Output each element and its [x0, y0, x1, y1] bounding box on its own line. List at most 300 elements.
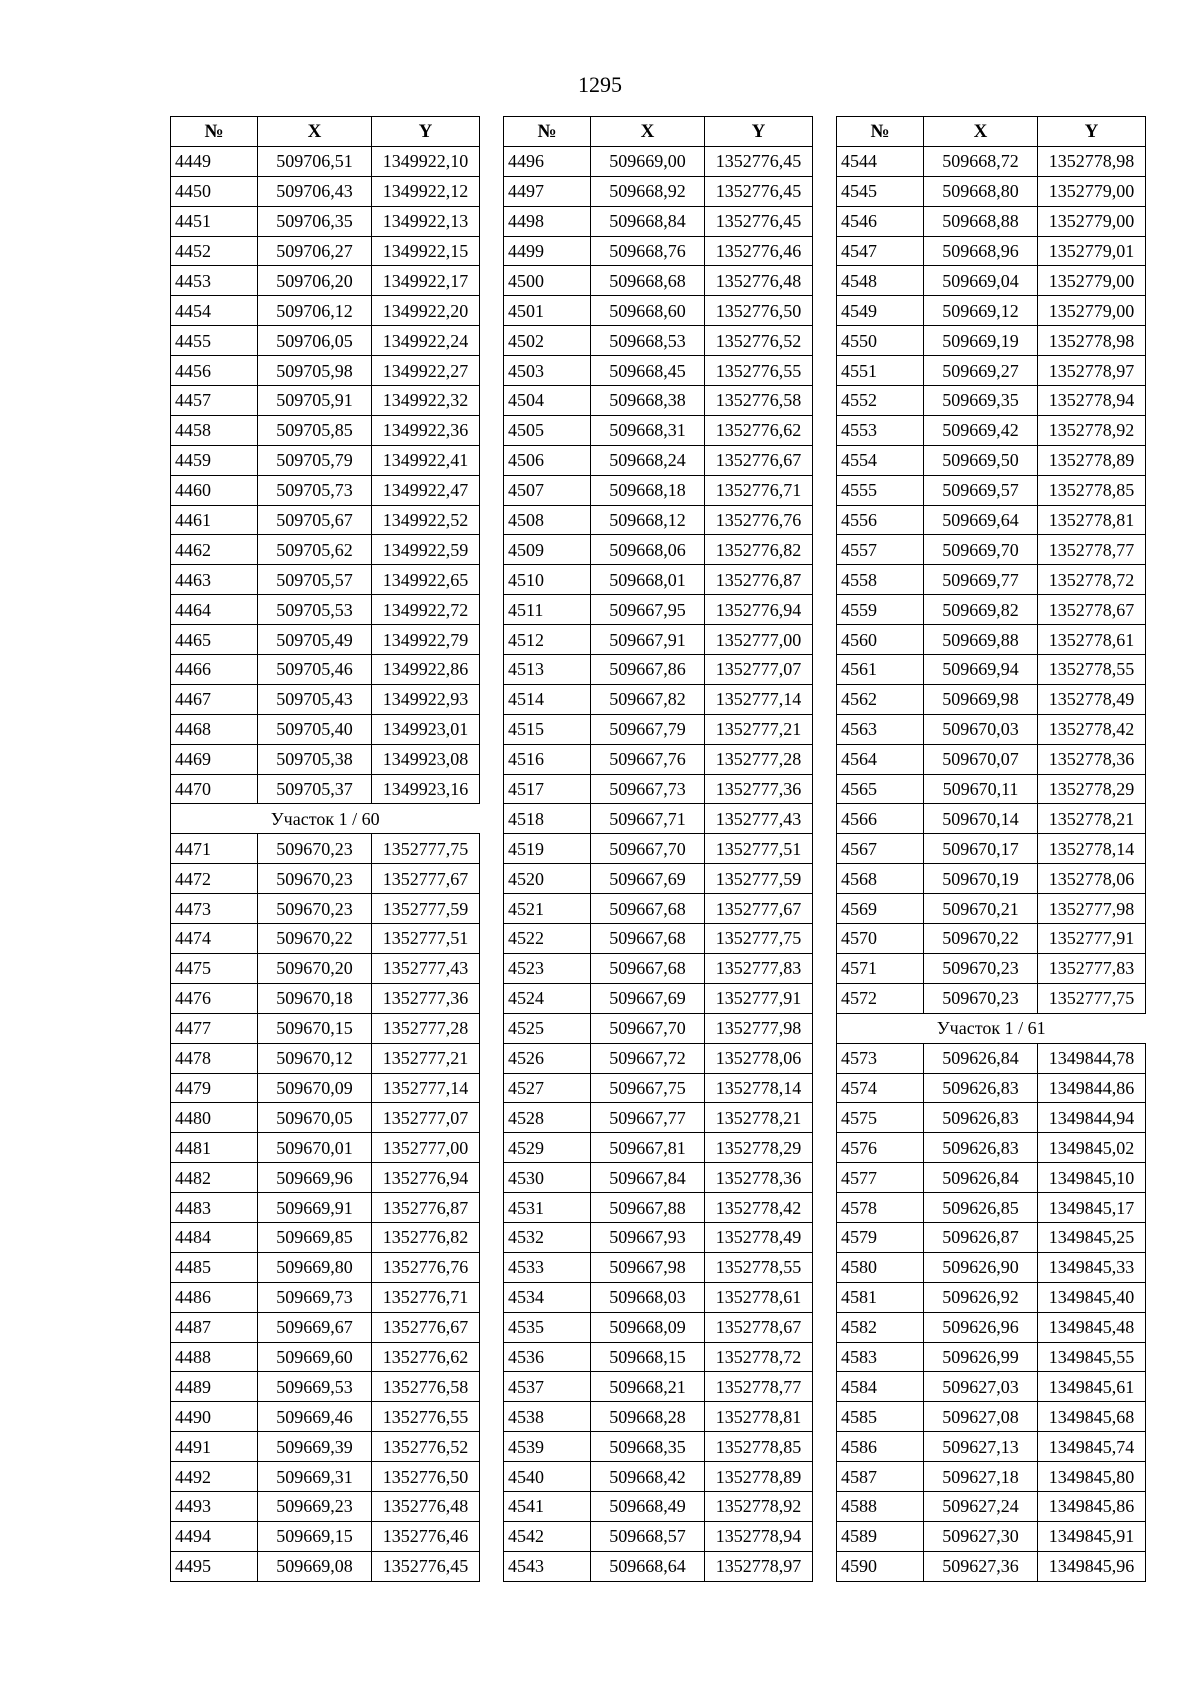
x-coordinate: 509669,50	[924, 445, 1038, 475]
x-coordinate: 509705,85	[258, 415, 372, 445]
table-row	[171, 356, 480, 386]
x-coordinate: 509627,13	[924, 1432, 1038, 1462]
table-row	[171, 1222, 480, 1252]
y-coordinate: 1352776,46	[705, 236, 813, 266]
table-row	[504, 1013, 813, 1043]
x-coordinate: 509667,81	[591, 1133, 705, 1163]
header-y: Y	[372, 117, 480, 147]
y-coordinate: 1352776,87	[705, 565, 813, 595]
point-number: 4556	[837, 505, 924, 535]
y-coordinate: 1352777,83	[705, 953, 813, 983]
table-row	[171, 1312, 480, 1342]
table-row	[837, 774, 1146, 804]
table-row	[171, 1133, 480, 1163]
x-coordinate: 509670,09	[258, 1073, 372, 1103]
x-coordinate: 509668,24	[591, 445, 705, 475]
y-coordinate: 1352776,76	[372, 1252, 480, 1282]
y-coordinate: 1352776,50	[372, 1462, 480, 1492]
y-coordinate: 1352778,85	[1038, 475, 1146, 505]
y-coordinate: 1352777,36	[372, 983, 480, 1013]
y-coordinate: 1352778,94	[1038, 386, 1146, 416]
y-coordinate: 1349922,15	[372, 236, 480, 266]
point-number: 4459	[171, 445, 258, 475]
table-row	[171, 953, 480, 983]
point-number: 4470	[171, 774, 258, 804]
x-coordinate: 509669,94	[924, 655, 1038, 685]
point-number: 4463	[171, 565, 258, 595]
point-number: 4499	[504, 236, 591, 266]
y-coordinate: 1352776,52	[705, 326, 813, 356]
point-number: 4500	[504, 266, 591, 296]
x-coordinate: 509627,30	[924, 1521, 1038, 1551]
header-y: Y	[1038, 117, 1146, 147]
x-coordinate: 509669,73	[258, 1282, 372, 1312]
point-number: 4535	[504, 1312, 591, 1342]
table-row	[504, 1372, 813, 1402]
y-coordinate: 1349922,13	[372, 206, 480, 236]
y-coordinate: 1352776,71	[372, 1282, 480, 1312]
y-coordinate: 1352776,45	[372, 1551, 480, 1581]
y-coordinate: 1352778,81	[1038, 505, 1146, 535]
table-row	[837, 1043, 1146, 1073]
y-coordinate: 1352776,76	[705, 505, 813, 535]
point-number: 4489	[171, 1372, 258, 1402]
x-coordinate: 509670,07	[924, 744, 1038, 774]
point-number: 4456	[171, 356, 258, 386]
x-coordinate: 509669,42	[924, 415, 1038, 445]
point-number: 4465	[171, 625, 258, 655]
y-coordinate: 1352778,55	[705, 1252, 813, 1282]
table-row	[837, 176, 1146, 206]
table-row	[171, 1551, 480, 1581]
table-row	[504, 684, 813, 714]
point-number: 4497	[504, 176, 591, 206]
point-number: 4574	[837, 1073, 924, 1103]
x-coordinate: 509667,76	[591, 744, 705, 774]
x-coordinate: 509669,82	[924, 595, 1038, 625]
y-coordinate: 1352777,28	[705, 744, 813, 774]
x-coordinate: 509668,42	[591, 1462, 705, 1492]
header-number: №	[504, 117, 591, 147]
point-number: 4485	[171, 1252, 258, 1282]
table-row	[171, 774, 480, 804]
point-number: 4515	[504, 714, 591, 744]
x-coordinate: 509669,23	[258, 1491, 372, 1521]
point-number: 4450	[171, 176, 258, 206]
x-coordinate: 509668,15	[591, 1342, 705, 1372]
point-number: 4586	[837, 1432, 924, 1462]
x-coordinate: 509668,49	[591, 1491, 705, 1521]
x-coordinate: 509668,01	[591, 565, 705, 595]
point-number: 4511	[504, 595, 591, 625]
x-coordinate: 509668,03	[591, 1282, 705, 1312]
point-number: 4512	[504, 625, 591, 655]
header-number: №	[837, 117, 924, 147]
x-coordinate: 509706,51	[258, 146, 372, 176]
table-row	[171, 924, 480, 954]
y-coordinate: 1352778,72	[705, 1342, 813, 1372]
point-number: 4469	[171, 744, 258, 774]
table-row	[171, 1521, 480, 1551]
y-coordinate: 1349845,91	[1038, 1521, 1146, 1551]
table-row	[837, 834, 1146, 864]
y-coordinate: 1352776,67	[372, 1312, 480, 1342]
table-row	[171, 1491, 480, 1521]
table-row	[504, 236, 813, 266]
point-number: 4577	[837, 1163, 924, 1193]
table-row	[837, 296, 1146, 326]
point-number: 4513	[504, 655, 591, 685]
x-coordinate: 509667,77	[591, 1103, 705, 1133]
y-coordinate: 1352777,43	[372, 953, 480, 983]
table-header-row	[171, 117, 480, 147]
point-number: 4558	[837, 565, 924, 595]
table-row	[837, 356, 1146, 386]
x-coordinate: 509670,20	[258, 953, 372, 983]
y-coordinate: 1349922,47	[372, 475, 480, 505]
y-coordinate: 1352778,49	[1038, 684, 1146, 714]
y-coordinate: 1352778,81	[705, 1402, 813, 1432]
x-coordinate: 509667,70	[591, 1013, 705, 1043]
point-number: 4529	[504, 1133, 591, 1163]
point-number: 4498	[504, 206, 591, 236]
point-number: 4510	[504, 565, 591, 595]
x-coordinate: 509626,84	[924, 1043, 1038, 1073]
table-row	[837, 535, 1146, 565]
table-row	[171, 1163, 480, 1193]
table-row	[171, 146, 480, 176]
point-number: 4460	[171, 475, 258, 505]
point-number: 4496	[504, 146, 591, 176]
x-coordinate: 509668,06	[591, 535, 705, 565]
y-coordinate: 1352778,14	[705, 1073, 813, 1103]
point-number: 4519	[504, 834, 591, 864]
table-row	[837, 1133, 1146, 1163]
y-coordinate: 1349922,93	[372, 684, 480, 714]
x-coordinate: 509670,21	[924, 894, 1038, 924]
table-row	[504, 1462, 813, 1492]
table-row	[504, 894, 813, 924]
point-number: 4481	[171, 1133, 258, 1163]
y-coordinate: 1349922,41	[372, 445, 480, 475]
x-coordinate: 509668,72	[924, 146, 1038, 176]
point-number: 4494	[171, 1521, 258, 1551]
table-row	[837, 505, 1146, 535]
x-coordinate: 509668,92	[591, 176, 705, 206]
table-row	[171, 894, 480, 924]
point-number: 4522	[504, 924, 591, 954]
y-coordinate: 1352776,45	[705, 146, 813, 176]
table-row	[171, 386, 480, 416]
point-number: 4467	[171, 684, 258, 714]
y-coordinate: 1352778,55	[1038, 655, 1146, 685]
y-coordinate: 1352777,36	[705, 774, 813, 804]
point-number: 4466	[171, 655, 258, 685]
table-row	[504, 834, 813, 864]
table-row	[171, 983, 480, 1013]
y-coordinate: 1352777,59	[372, 894, 480, 924]
point-number: 4580	[837, 1252, 924, 1282]
y-coordinate: 1352777,51	[372, 924, 480, 954]
table-row	[504, 655, 813, 685]
y-coordinate: 1352777,59	[705, 864, 813, 894]
y-coordinate: 1352777,51	[705, 834, 813, 864]
table-row	[504, 1402, 813, 1432]
header-number: №	[171, 117, 258, 147]
x-coordinate: 509627,08	[924, 1402, 1038, 1432]
x-coordinate: 509669,60	[258, 1342, 372, 1372]
point-number: 4561	[837, 655, 924, 685]
x-coordinate: 509705,53	[258, 595, 372, 625]
x-coordinate: 509668,45	[591, 356, 705, 386]
point-number: 4533	[504, 1252, 591, 1282]
x-coordinate: 509669,53	[258, 1372, 372, 1402]
point-number: 4526	[504, 1043, 591, 1073]
point-number: 4573	[837, 1043, 924, 1073]
y-coordinate: 1349845,96	[1038, 1551, 1146, 1581]
x-coordinate: 509669,19	[924, 326, 1038, 356]
y-coordinate: 1349845,74	[1038, 1432, 1146, 1462]
y-coordinate: 1352776,52	[372, 1432, 480, 1462]
point-number: 4549	[837, 296, 924, 326]
y-coordinate: 1349923,08	[372, 744, 480, 774]
y-coordinate: 1349844,94	[1038, 1103, 1146, 1133]
x-coordinate: 509668,60	[591, 296, 705, 326]
x-coordinate: 509668,18	[591, 475, 705, 505]
y-coordinate: 1349922,27	[372, 356, 480, 386]
point-number: 4502	[504, 326, 591, 356]
y-coordinate: 1349845,40	[1038, 1282, 1146, 1312]
table-row	[837, 1073, 1146, 1103]
x-coordinate: 509705,40	[258, 714, 372, 744]
x-coordinate: 509667,70	[591, 834, 705, 864]
x-coordinate: 509627,24	[924, 1491, 1038, 1521]
table-row	[171, 1372, 480, 1402]
x-coordinate: 509670,22	[258, 924, 372, 954]
table-row	[171, 1013, 480, 1043]
point-number: 4524	[504, 983, 591, 1013]
point-number: 4473	[171, 894, 258, 924]
point-number: 4548	[837, 266, 924, 296]
point-number: 4484	[171, 1222, 258, 1252]
x-coordinate: 509705,91	[258, 386, 372, 416]
y-coordinate: 1352778,36	[705, 1163, 813, 1193]
x-coordinate: 509668,38	[591, 386, 705, 416]
x-coordinate: 509669,46	[258, 1402, 372, 1432]
x-coordinate: 509669,98	[924, 684, 1038, 714]
section-label: Участок 1 / 60	[171, 804, 480, 834]
y-coordinate: 1349845,10	[1038, 1163, 1146, 1193]
table-row	[504, 1043, 813, 1073]
point-number: 4541	[504, 1491, 591, 1521]
y-coordinate: 1352776,82	[372, 1222, 480, 1252]
point-number: 4553	[837, 415, 924, 445]
table-row	[837, 1282, 1146, 1312]
y-coordinate: 1352776,45	[705, 176, 813, 206]
y-coordinate: 1352777,67	[372, 864, 480, 894]
table-row	[504, 1163, 813, 1193]
point-number: 4576	[837, 1133, 924, 1163]
x-coordinate: 509669,67	[258, 1312, 372, 1342]
x-coordinate: 509669,88	[924, 625, 1038, 655]
point-number: 4483	[171, 1193, 258, 1223]
x-coordinate: 509669,57	[924, 475, 1038, 505]
y-coordinate: 1352778,61	[705, 1282, 813, 1312]
x-coordinate: 509627,18	[924, 1462, 1038, 1492]
point-number: 4458	[171, 415, 258, 445]
y-coordinate: 1352778,42	[1038, 714, 1146, 744]
y-coordinate: 1352777,21	[705, 714, 813, 744]
table-row	[837, 1491, 1146, 1521]
y-coordinate: 1352778,97	[1038, 356, 1146, 386]
x-coordinate: 509626,87	[924, 1222, 1038, 1252]
x-coordinate: 509667,82	[591, 684, 705, 714]
table-row	[837, 326, 1146, 356]
x-coordinate: 509705,57	[258, 565, 372, 595]
point-number: 4520	[504, 864, 591, 894]
section-label: Участок 1 / 61	[837, 1013, 1146, 1043]
y-coordinate: 1352777,28	[372, 1013, 480, 1043]
point-number: 4492	[171, 1462, 258, 1492]
x-coordinate: 509667,71	[591, 804, 705, 834]
point-number: 4569	[837, 894, 924, 924]
table-row	[504, 1222, 813, 1252]
point-number: 4525	[504, 1013, 591, 1043]
table-row	[504, 386, 813, 416]
point-number: 4568	[837, 864, 924, 894]
y-coordinate: 1352778,98	[1038, 326, 1146, 356]
table-row	[171, 176, 480, 206]
x-coordinate: 509626,83	[924, 1103, 1038, 1133]
point-number: 4539	[504, 1432, 591, 1462]
table-row	[837, 684, 1146, 714]
y-coordinate: 1352778,72	[1038, 565, 1146, 595]
point-number: 4566	[837, 804, 924, 834]
point-number: 4505	[504, 415, 591, 445]
table-row	[837, 415, 1146, 445]
y-coordinate: 1352779,00	[1038, 176, 1146, 206]
table-row	[171, 595, 480, 625]
table-row	[837, 1193, 1146, 1223]
table-row	[504, 146, 813, 176]
table-row	[504, 744, 813, 774]
x-coordinate: 509668,76	[591, 236, 705, 266]
table-row	[837, 475, 1146, 505]
point-number: 4528	[504, 1103, 591, 1133]
y-coordinate: 1352778,67	[1038, 595, 1146, 625]
point-number: 4544	[837, 146, 924, 176]
point-number: 4493	[171, 1491, 258, 1521]
y-coordinate: 1352778,49	[705, 1222, 813, 1252]
point-number: 4581	[837, 1282, 924, 1312]
x-coordinate: 509670,23	[258, 894, 372, 924]
y-coordinate: 1352777,91	[1038, 924, 1146, 954]
point-number: 4472	[171, 864, 258, 894]
coordinates-table-2	[503, 116, 813, 1582]
x-coordinate: 509669,64	[924, 505, 1038, 535]
x-coordinate: 509670,18	[258, 983, 372, 1013]
x-coordinate: 509626,83	[924, 1073, 1038, 1103]
table-row	[837, 445, 1146, 475]
x-coordinate: 509706,43	[258, 176, 372, 206]
y-coordinate: 1349922,59	[372, 535, 480, 565]
point-number: 4563	[837, 714, 924, 744]
x-coordinate: 509670,05	[258, 1103, 372, 1133]
x-coordinate: 509670,03	[924, 714, 1038, 744]
table-row	[171, 236, 480, 266]
y-coordinate: 1349844,86	[1038, 1073, 1146, 1103]
table-row	[837, 206, 1146, 236]
table-row	[504, 1521, 813, 1551]
x-coordinate: 509705,46	[258, 655, 372, 685]
point-number: 4536	[504, 1342, 591, 1372]
point-number: 4501	[504, 296, 591, 326]
point-number: 4554	[837, 445, 924, 475]
table-row	[837, 266, 1146, 296]
table-row	[504, 1312, 813, 1342]
y-coordinate: 1352778,61	[1038, 625, 1146, 655]
table-row	[171, 535, 480, 565]
point-number: 4455	[171, 326, 258, 356]
x-coordinate: 509667,84	[591, 1163, 705, 1193]
table-row	[171, 1462, 480, 1492]
table-row	[837, 1103, 1146, 1133]
table-row	[504, 924, 813, 954]
y-coordinate: 1352776,71	[705, 475, 813, 505]
table-row	[837, 655, 1146, 685]
point-number: 4451	[171, 206, 258, 236]
table-row	[171, 1043, 480, 1073]
table-row	[837, 565, 1146, 595]
x-coordinate: 509667,88	[591, 1193, 705, 1223]
point-number: 4571	[837, 953, 924, 983]
point-number: 4462	[171, 535, 258, 565]
x-coordinate: 509706,05	[258, 326, 372, 356]
y-coordinate: 1352777,21	[372, 1043, 480, 1073]
y-coordinate: 1352777,83	[1038, 953, 1146, 983]
x-coordinate: 509669,96	[258, 1163, 372, 1193]
x-coordinate: 509626,84	[924, 1163, 1038, 1193]
table-row	[504, 983, 813, 1013]
y-coordinate: 1349922,79	[372, 625, 480, 655]
y-coordinate: 1349845,55	[1038, 1342, 1146, 1372]
table-row	[171, 565, 480, 595]
point-number: 4588	[837, 1491, 924, 1521]
table-row	[171, 505, 480, 535]
x-coordinate: 509668,84	[591, 206, 705, 236]
x-coordinate: 509667,69	[591, 864, 705, 894]
x-coordinate: 509627,03	[924, 1372, 1038, 1402]
x-coordinate: 509669,77	[924, 565, 1038, 595]
x-coordinate: 509626,90	[924, 1252, 1038, 1282]
point-number: 4538	[504, 1402, 591, 1432]
x-coordinate: 509669,70	[924, 535, 1038, 565]
point-number: 4589	[837, 1521, 924, 1551]
y-coordinate: 1352778,85	[705, 1432, 813, 1462]
header-x: X	[258, 117, 372, 147]
x-coordinate: 509706,20	[258, 266, 372, 296]
x-coordinate: 509669,80	[258, 1252, 372, 1282]
x-coordinate: 509705,38	[258, 744, 372, 774]
table-header-row	[837, 117, 1146, 147]
x-coordinate: 509670,14	[924, 804, 1038, 834]
page-number: 1295	[578, 72, 622, 97]
y-coordinate: 1352778,21	[705, 1103, 813, 1133]
table-row	[504, 774, 813, 804]
y-coordinate: 1352778,67	[705, 1312, 813, 1342]
point-number: 4461	[171, 505, 258, 535]
y-coordinate: 1349922,10	[372, 146, 480, 176]
